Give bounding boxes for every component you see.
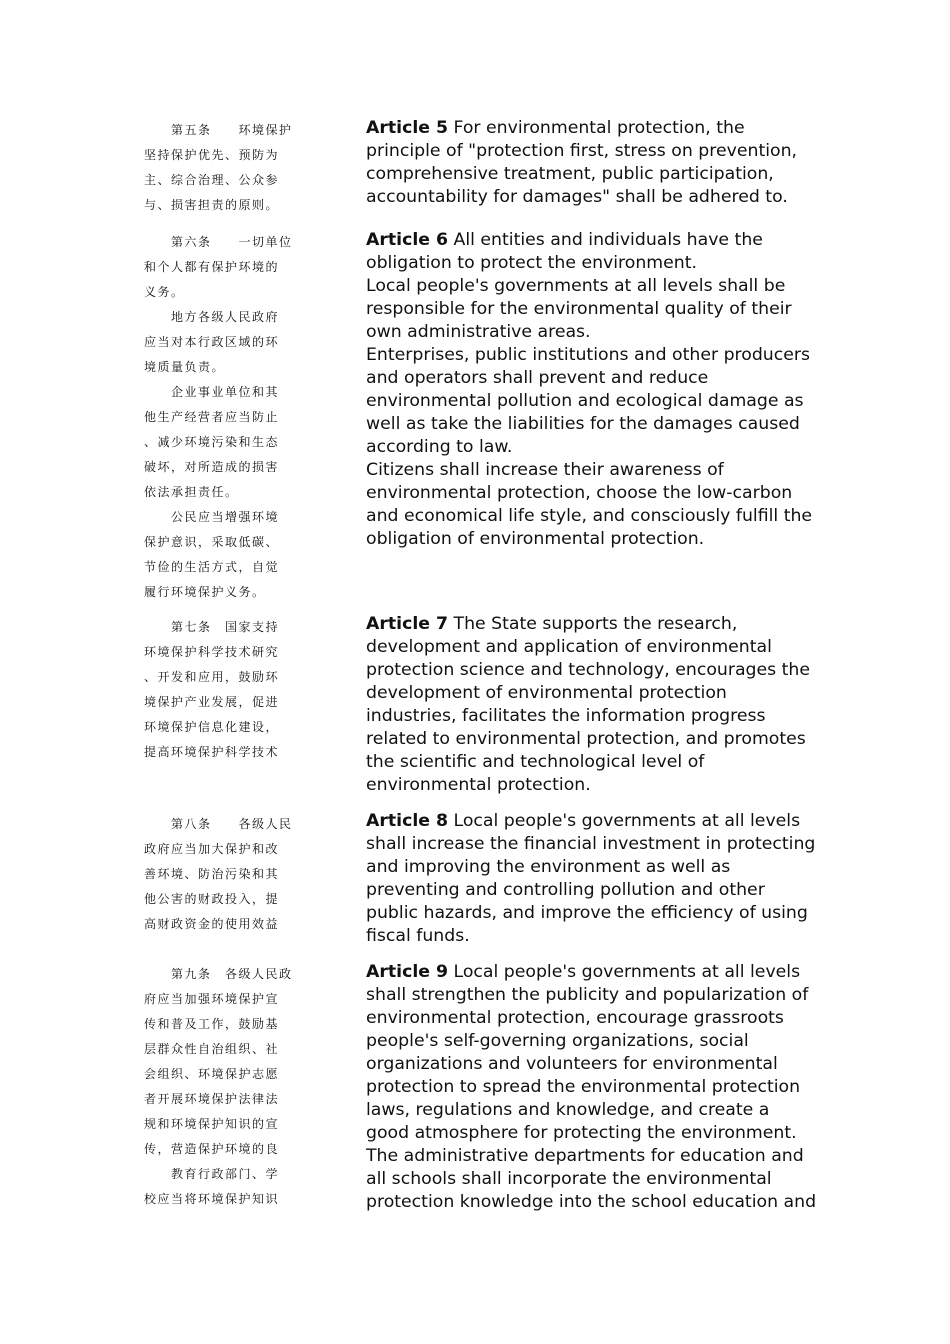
article-line: development and application of environmental: [366, 637, 772, 657]
article-line: environmental protection, encourage grassroots: [366, 1008, 784, 1028]
cn-line: 提高环境保护科学技术: [144, 745, 280, 759]
cn-line: 企业事业单位和其: [144, 385, 280, 399]
cn-line: 、开发和应用，鼓励环: [144, 670, 280, 684]
cn-line: 第六条 一切单位: [144, 235, 293, 249]
article-line: Local people's governments at all levels: [448, 962, 801, 982]
article-7-text: [366, 613, 811, 797]
article-line: obligation to protect the environment.: [366, 253, 697, 273]
article-line: For environmental protection, the: [448, 118, 745, 138]
article-line: obligation of environmental protection.: [366, 529, 705, 549]
article-8-text: [366, 810, 816, 948]
article-line: own administrative areas.: [366, 322, 591, 342]
cn-line: 和个人都有保护环境的: [144, 260, 280, 274]
cn-article-6: [144, 230, 359, 605]
cn-line: 校应当将环境保护知识: [144, 1192, 280, 1206]
article-line: The State supports the research,: [448, 614, 738, 634]
cn-line: 境保护产业发展，促进: [144, 695, 280, 709]
cn-article-8: [144, 812, 359, 937]
cn-line: 政府应当加大保护和改: [144, 842, 280, 856]
cn-article-7: [144, 615, 359, 765]
article-line: well as take the liabilities for the damages caused: [366, 414, 800, 434]
cn-line: 传和普及工作，鼓励基: [144, 1017, 280, 1031]
article-line: protection knowledge into the school education and: [366, 1192, 817, 1212]
article-line: comprehensive treatment, public participation,: [366, 164, 774, 184]
article-line: The administrative departments for education and: [366, 1146, 804, 1166]
article-line: shall increase the financial investment in protecting: [366, 834, 816, 854]
article-line: environmental protection, choose the low-carbon: [366, 483, 793, 503]
article-line: protection to spread the environmental protection: [366, 1077, 801, 1097]
article-line: protection science and technology, encourages the: [366, 660, 811, 680]
article-line: laws, regulations and knowledge, and create a: [366, 1100, 770, 1120]
cn-article-5: [144, 118, 359, 218]
cn-line: 教育行政部门、学: [144, 1167, 280, 1181]
article-line: all schools shall incorporate the environmental: [366, 1169, 772, 1189]
article-line: All entities and individuals have the: [448, 230, 763, 250]
article-line: Local people's governments at all levels: [448, 811, 801, 831]
article-label: Article 6: [366, 230, 449, 250]
cn-line: 公民应当增强环境: [144, 510, 280, 524]
cn-line: 依法承担责任。: [144, 485, 239, 499]
cn-line: 他生产经营者应当防止: [144, 410, 280, 424]
cn-line: 会组织、环境保护志愿: [144, 1067, 280, 1081]
article-line: preventing and controlling pollution and other: [366, 880, 765, 900]
article-label: Article 5: [366, 118, 449, 138]
cn-line: 破坏，对所造成的损害: [144, 460, 280, 474]
article-line: Enterprises, public institutions and other producers: [366, 345, 811, 365]
article-line: environmental pollution and ecological damage as: [366, 391, 804, 411]
article-label: Article 9: [366, 962, 449, 982]
cn-line: 规和环境保护知识的宣: [144, 1117, 280, 1131]
cn-line: 与、损害担责的原则。: [144, 198, 280, 212]
article-line: and improving the environment as well as: [366, 857, 731, 877]
article-line: accountability for damages" shall be adhered to.: [366, 187, 788, 207]
article-line: organizations and volunteers for environmental: [366, 1054, 778, 1074]
cn-line: 第九条 各级人民政: [144, 967, 293, 981]
article-line: Citizens shall increase their awareness of: [366, 460, 724, 480]
article-line: according to law.: [366, 437, 513, 457]
cn-line: 高财政资金的使用效益: [144, 917, 280, 931]
cn-line: 应当对本行政区域的环: [144, 335, 280, 349]
cn-line: 义务。: [144, 285, 185, 299]
article-line: shall strengthen the publicity and popularization of: [366, 985, 809, 1005]
article-line: people's self-governing organizations, social: [366, 1031, 749, 1051]
cn-line: 、减少环境污染和生态: [144, 435, 280, 449]
article-line: industries, facilitates the information progress: [366, 706, 766, 726]
cn-line: 环境保护信息化建设，: [144, 720, 280, 734]
cn-line: 第七条 国家支持: [144, 620, 280, 634]
article-label: Article 8: [366, 811, 449, 831]
article-label: Article 7: [366, 614, 449, 634]
cn-line: 府应当加强环境保护宣: [144, 992, 280, 1006]
cn-line: 第五条 环境保护: [144, 123, 293, 137]
cn-line: 主、综合治理、公众参: [144, 173, 280, 187]
article-line: public hazards, and improve the efficiency of using: [366, 903, 808, 923]
cn-line: 坚持保护优先、预防为: [144, 148, 280, 162]
article-line: the scientific and technological level of: [366, 752, 705, 772]
cn-line: 履行环境保护义务。: [144, 585, 266, 599]
cn-line: 他公害的财政投入，提: [144, 892, 280, 906]
cn-line: 传，营造保护环境的良: [144, 1142, 280, 1156]
cn-line: 第八条 各级人民: [144, 817, 293, 831]
cn-line: 保护意识，采取低碳、: [144, 535, 280, 549]
cn-line: 环境保护科学技术研究: [144, 645, 280, 659]
article-6-text: [366, 229, 813, 551]
article-line: fiscal funds.: [366, 926, 470, 946]
cn-line: 地方各级人民政府: [144, 310, 280, 324]
article-line: development of environmental protection: [366, 683, 727, 703]
cn-line: 境质量负责。: [144, 360, 226, 374]
article-5-text: [366, 117, 806, 209]
article-line: good atmosphere for protecting the environment.: [366, 1123, 797, 1143]
article-line: responsible for the environmental quality of their: [366, 299, 792, 319]
article-line: environmental protection.: [366, 775, 591, 795]
article-line: related to environmental protection, and promotes: [366, 729, 806, 749]
article-line: and operators shall prevent and reduce: [366, 368, 709, 388]
cn-line: 层群众性自治组织、社: [144, 1042, 280, 1056]
article-line: Local people's governments at all levels shall be: [366, 276, 786, 296]
cn-line: 节俭的生活方式，自觉: [144, 560, 280, 574]
cn-line: 者开展环境保护法律法: [144, 1092, 280, 1106]
cn-line: 善环境、防治污染和其: [144, 867, 280, 881]
article-line: principle of "protection first, stress on prevention,: [366, 141, 798, 161]
article-9-text: [366, 961, 817, 1214]
article-line: and economical life style, and consciously fulfill the: [366, 506, 813, 526]
cn-article-9: [144, 962, 359, 1212]
